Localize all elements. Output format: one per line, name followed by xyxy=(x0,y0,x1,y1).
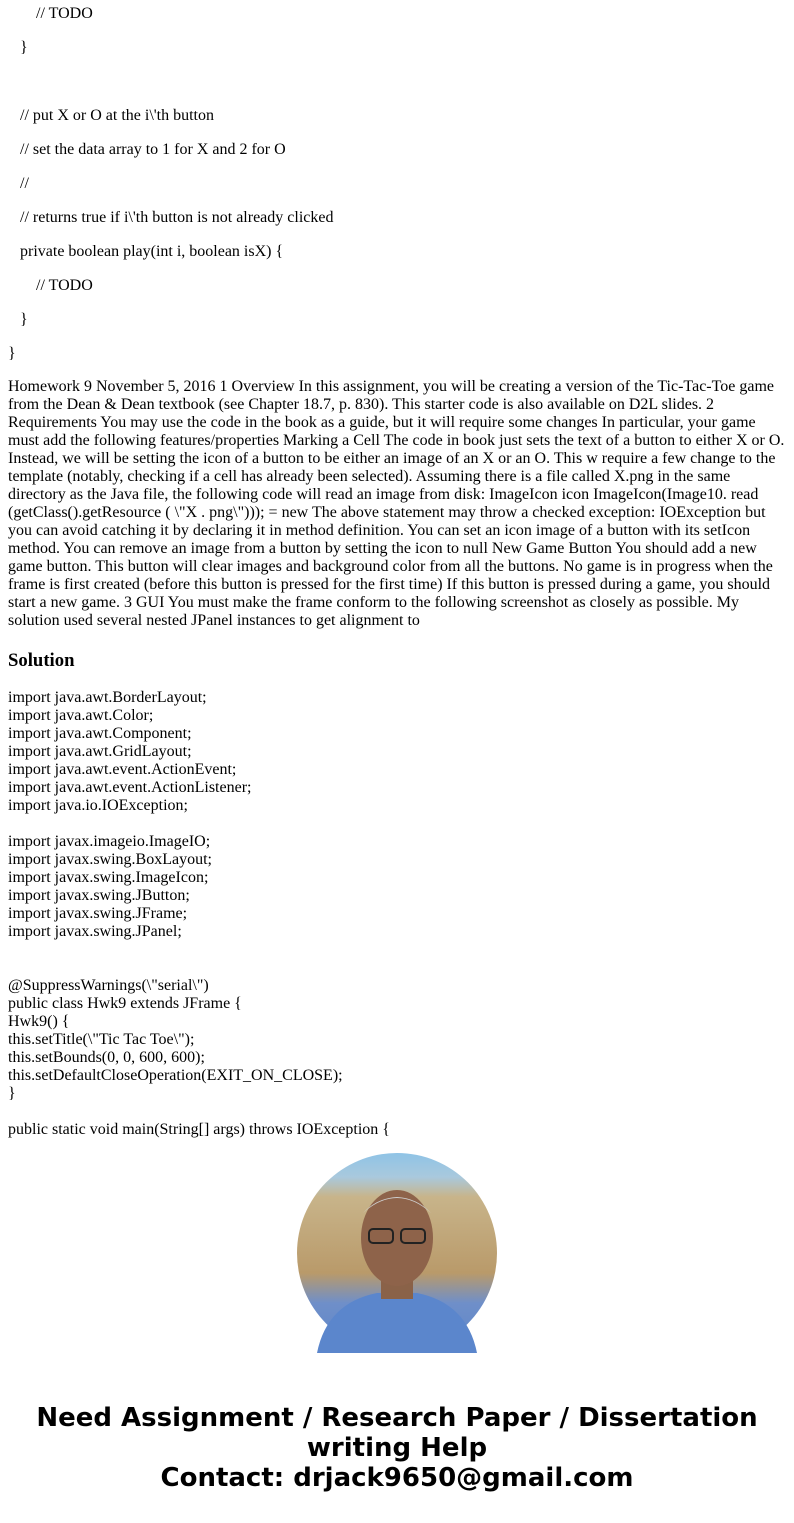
code-line: private boolean play(int i, boolean isX) { xyxy=(20,243,284,260)
code-line: import java.awt.GridLayout; xyxy=(8,743,192,760)
code-line: import javax.swing.JFrame; xyxy=(8,905,188,922)
code-line xyxy=(8,65,786,99)
code-line xyxy=(8,941,786,959)
code-line: import javax.imageio.ImageIO; xyxy=(8,833,211,850)
author-avatar xyxy=(297,1153,497,1353)
code-line: } xyxy=(20,311,28,328)
contact-banner xyxy=(0,1403,794,1493)
code-line: this.setDefaultCloseOperation(EXIT_ON_CLOSE); xyxy=(8,1067,343,1084)
code-line: import javax.swing.JButton; xyxy=(8,887,190,904)
solution-code xyxy=(8,689,786,1139)
code-line: this.setBounds(0, 0, 600, 600); xyxy=(8,1049,205,1066)
code-line: import java.io.IOException; xyxy=(8,797,188,814)
code-line xyxy=(8,815,786,833)
code-line: // returns true if i\'th button is not already clicked xyxy=(20,209,334,226)
code-line: public static void main(String[] args) throws IOException { xyxy=(8,1121,390,1138)
code-line: // put X or O at the i\'th button xyxy=(20,107,214,124)
code-line: // set the data array to 1 for X and 2 for O xyxy=(20,141,286,158)
code-line: import java.awt.BorderLayout; xyxy=(8,689,207,706)
person-photo-icon xyxy=(297,1153,497,1353)
code-line: @SuppressWarnings(\"serial\") xyxy=(8,977,209,994)
code-line: Hwk9() { xyxy=(8,1013,70,1030)
code-line xyxy=(8,1103,786,1121)
code-line: public class Hwk9 extends JFrame { xyxy=(8,995,242,1012)
code-line: import javax.swing.JPanel; xyxy=(8,923,182,940)
code-line: // xyxy=(20,175,29,192)
question-text: Homework 9 November 5, 2016 1 Overview In this assignment, you will be creating a version of the Tic-Tac-Toe game from the Dean & Dean textbook (see Chapter 18.7, p. 830). This starter code is also available on D2L slides. 2 Requirements You may use the code in the book as a guide, but it will require some changes In particular, your game must add the following features/properties Marking a Cell The code in book just sets the text of a button to either X or O. Instead, we will be setting the icon of a button to be either an image of an X or an O. This w require a few change to the template (notably, checking if a cell has already been selected). Assuming there is a file called X.png in the same directory as the Java file, the following code will read an image from disk: ImageIcon icon ImageIcon(Image10. read (getClass().getResource ( \"X . png\"))); = new The above statement may throw a checked exception: IOException but you can avoid catching it by declaring it in method definition. You can set an icon image of a button with its setIcon method. You can remove an image from a button by setting the icon to null New Game Button You should add a new game button. This button will clear images and background color from all the buttons. No game is in progress when the frame is first created (before this button is pressed for the first time) If this button is pressed during a game, you should start a new game. 3 GUI You must make the frame conform to the following screenshot as closely as possible. My solution used several nested JPanel instances to get alignment to xyxy=(8,378,785,629)
code-line: import java.awt.event.ActionListener; xyxy=(8,779,252,796)
code-line xyxy=(8,959,786,977)
footer-line: writing Help xyxy=(306,1433,488,1463)
starter-code-snippet xyxy=(8,0,786,371)
code-line: import javax.swing.ImageIcon; xyxy=(8,869,209,886)
code-line: import java.awt.event.ActionEvent; xyxy=(8,761,237,778)
code-line: } xyxy=(8,1085,16,1102)
code-line: import javax.swing.BoxLayout; xyxy=(8,851,212,868)
code-line: import java.awt.Component; xyxy=(8,725,192,742)
code-line: // TODO xyxy=(36,277,93,294)
code-line: // TODO xyxy=(36,5,93,22)
solution-heading: Solution xyxy=(8,650,75,671)
code-line: } xyxy=(20,39,28,56)
code-line: this.setTitle(\"Tic Tac Toe\"); xyxy=(8,1031,195,1048)
code-line: import java.awt.Color; xyxy=(8,707,154,724)
footer-line: Need Assignment / Research Paper / Dissertation xyxy=(36,1403,758,1433)
code-line: } xyxy=(8,345,16,362)
footer-contact: Contact: drjack9650@gmail.com xyxy=(160,1463,634,1493)
